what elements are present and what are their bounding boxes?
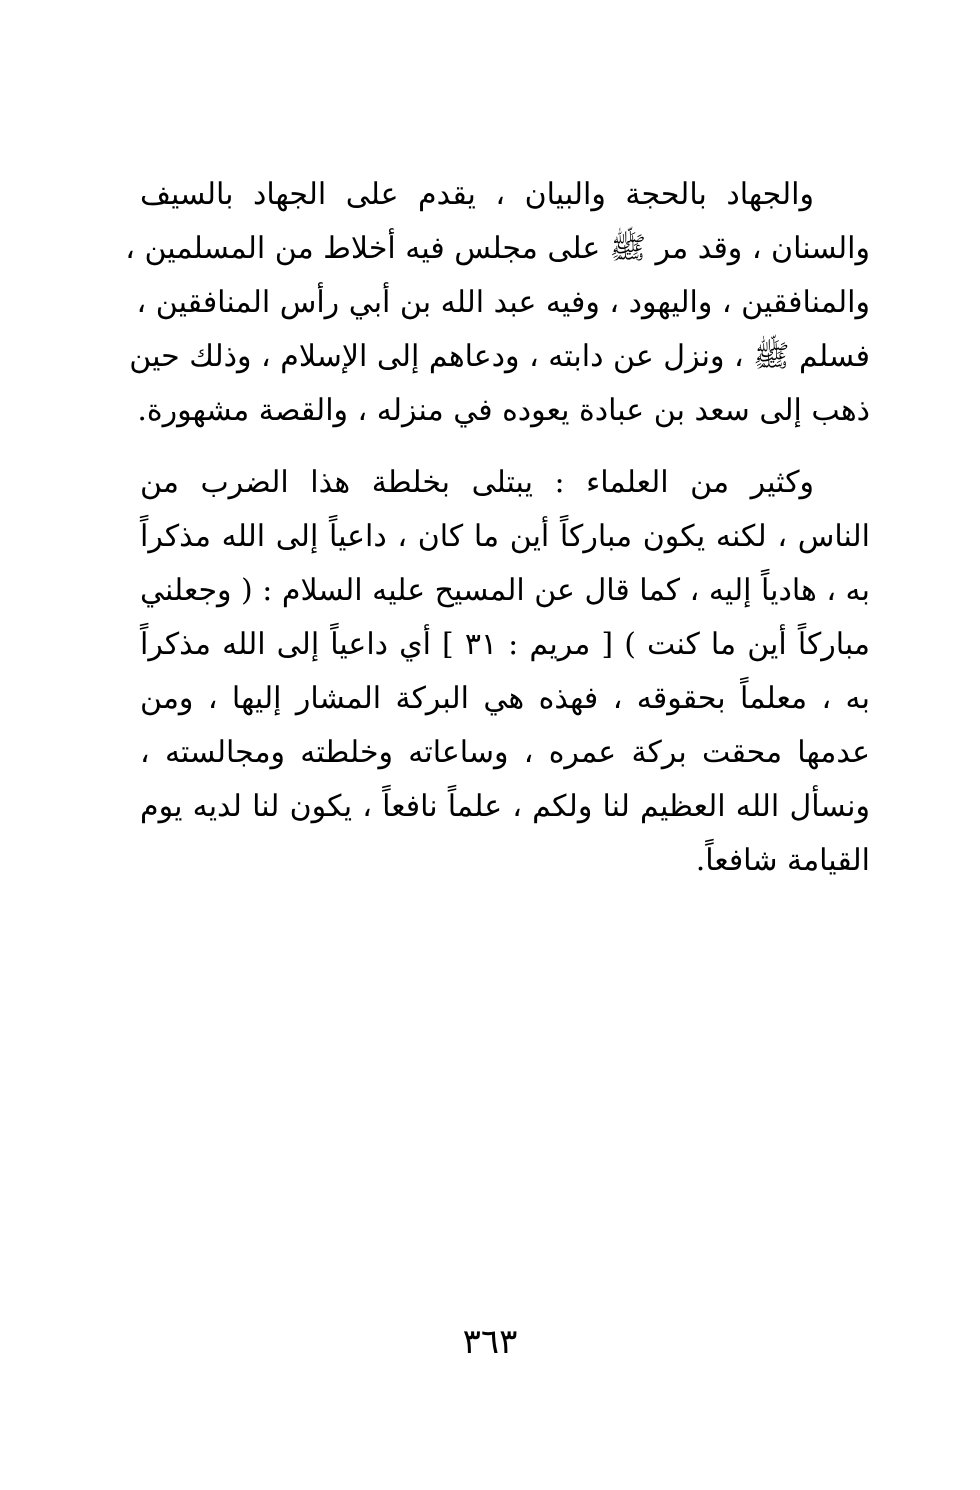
- paragraph-1-line-4: فسلم ﷺ ، ونزل عن دابته ، ودعاهم إلى الإسلام ، وذلك حين: [129, 339, 870, 374]
- paragraph-2-line-6: عدمها محقت بركة عمره ، وساعاته وخلطته ومجالسته ،: [140, 735, 870, 770]
- paragraph-2-line-2: الناس ، لكنه يكون مباركاً أين ما كان ، داعياً إلى الله مذكراً: [140, 519, 870, 554]
- paragraph-2-line-5: به ، معلماً بحقوقه ، فهذه هي البركة المشار إليها ، ومن: [140, 681, 870, 716]
- paragraph-1-line-5: ذهب إلى سعد بن عبادة يعوده في منزله ، والقصة مشهورة.: [137, 393, 870, 428]
- paragraph-1-line-3: والمنافقين ، واليهود ، وفيه عبد الله بن أبي رأس المنافقين ،: [136, 285, 870, 320]
- page-number: ٣٦٣: [462, 1322, 518, 1362]
- paragraph-1: [125, 168, 870, 438]
- body-text: [125, 168, 870, 888]
- paragraph-2-line-7: ونسأل الله العظيم لنا ولكم ، علماً نافعاً ، يكون لنا لديه يوم: [140, 789, 870, 824]
- paragraph-1-line-2: والسنان ، وقد مر ﷺ على مجلس فيه أخلاط من المسلمين ،: [125, 231, 870, 266]
- paragraph-2-line-1: وكثير من العلماء : يبتلى بخلطة هذا الضرب من: [140, 465, 814, 500]
- paragraph-2: [140, 456, 870, 888]
- paragraph-2-line-3: به ، هادياً إليه ، كما قال عن المسيح عليه السلام : ( وجعلني: [140, 573, 870, 608]
- paragraph-2-line-8: القيامة شافعاً.: [695, 843, 870, 878]
- paragraph-2-line-4: مباركاً أين ما كنت ) [ مريم : ٣١ ] أي داعياً إلى الله مذكراً: [140, 627, 870, 662]
- paragraph-spacer: [140, 438, 870, 456]
- paragraph-1-line-1: والجهاد بالحجة والبيان ، يقدم على الجهاد بالسيف: [140, 177, 814, 212]
